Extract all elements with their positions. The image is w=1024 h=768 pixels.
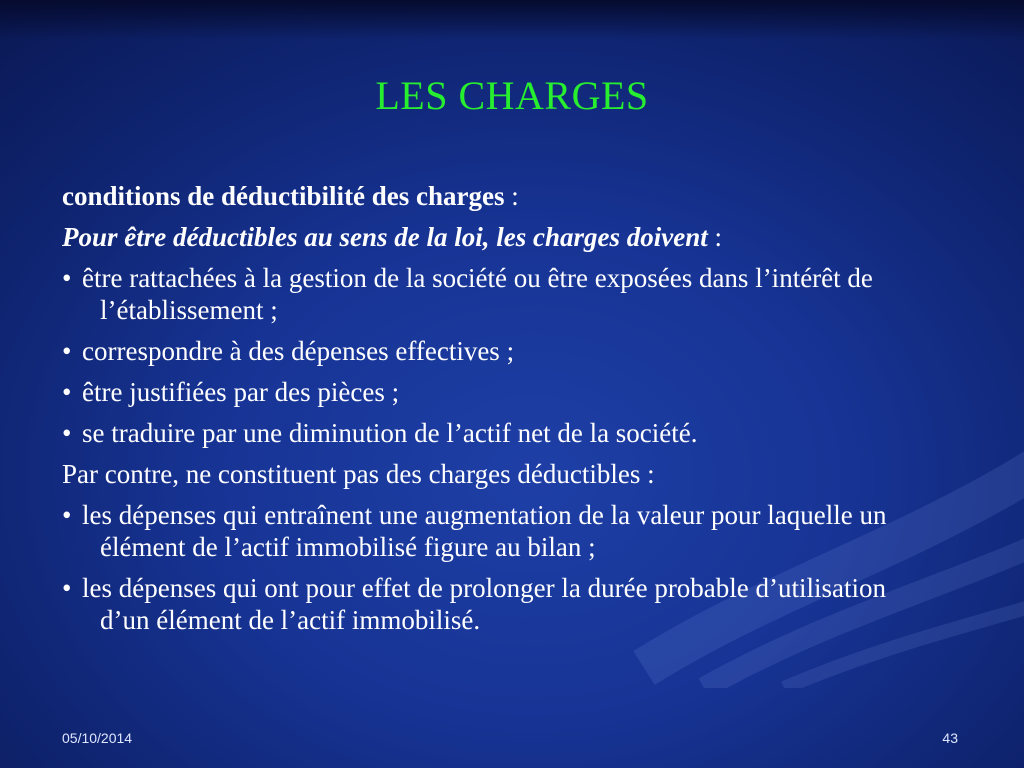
heading-line (62, 180, 942, 212)
top-band (0, 0, 1024, 40)
footer-date: 05/10/2014 (62, 730, 133, 746)
bullet-icon: • (62, 336, 72, 366)
condition-item (62, 335, 942, 367)
condition-text: se traduire par une diminution de l’actif net de la société. (82, 418, 698, 448)
exclusion-item (62, 572, 942, 636)
condition-text: correspondre à des dépenses effectives ; (82, 336, 515, 366)
condition-text: être justifiées par des pièces ; (82, 377, 400, 407)
bullet-icon: • (62, 418, 72, 448)
intro-colon: : (707, 222, 722, 252)
heading-colon: : (504, 181, 519, 211)
condition-item (62, 262, 942, 326)
bullet-icon: • (62, 263, 72, 293)
condition-item (62, 417, 942, 449)
slide-content (62, 180, 942, 645)
page-number: 43 (942, 730, 958, 746)
condition-item (62, 376, 942, 408)
exclusion-item (62, 499, 942, 563)
heading-text: conditions de déductibilité des charges (62, 181, 505, 211)
intro-line (62, 221, 942, 253)
intro-text: Pour être déductibles au sens de la loi, les charges doivent (62, 222, 708, 252)
slide-title: LES CHARGES (375, 73, 649, 118)
exclusion-text: les dépenses qui ont pour effet de prolonger la durée probable d’utilisation d’un élément de l’actif immobilisé. (82, 573, 887, 635)
exclusion-text: les dépenses qui entraînent une augmentation de la valeur pour laquelle un élément de l’actif immobilisé figure au bilan ; (82, 500, 887, 562)
bullet-icon: • (62, 500, 72, 530)
bullet-icon: • (62, 573, 72, 603)
bullet-icon: • (62, 377, 72, 407)
condition-text: être rattachées à la gestion de la société ou être exposées dans l’intérêt de l’établissement ; (82, 263, 873, 325)
contrast-intro: Par contre, ne constituent pas des charges déductibles : (62, 459, 655, 489)
